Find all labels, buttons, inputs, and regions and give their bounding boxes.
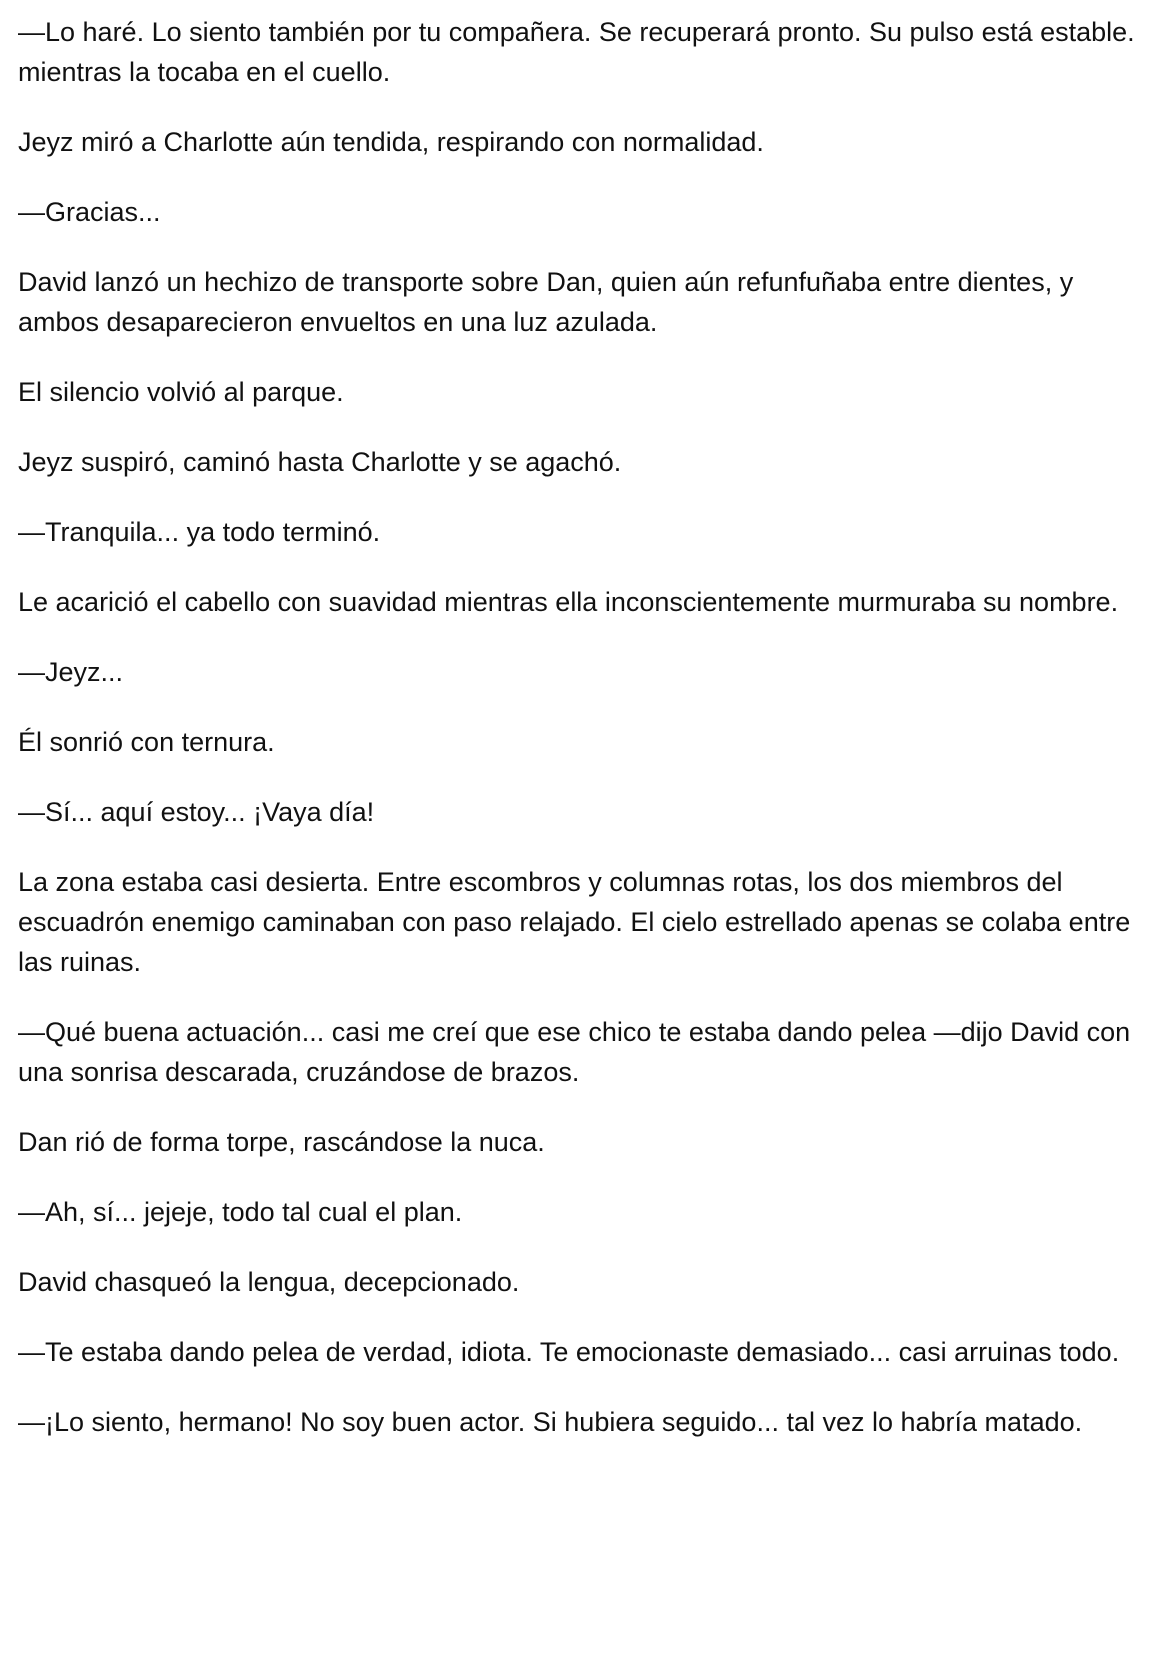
paragraph: Jeyz miró a Charlotte aún tendida, respirando con normalidad. [18,127,764,157]
paragraph: Jeyz suspiró, caminó hasta Charlotte y se agachó. [18,447,622,477]
paragraph: Dan rió de forma torpe, rascándose la nuca. [18,1127,545,1157]
paragraph: —Jeyz... [18,657,124,687]
paragraph: El silencio volvió al parque. [18,377,344,407]
paragraph: —Qué buena actuación... casi me creí que ese chico te estaba dando pelea —dijo David con una sonrisa descarada, cruzándose de brazos. [18,1017,1131,1087]
paragraph: David chasqueó la lengua, decepcionado. [18,1267,520,1297]
paragraph: —Lo haré. Lo siento también por tu compañera. Se recuperará pronto. Su pulso está estable. mientras la tocaba en el cuello. [18,17,1135,87]
paragraph: La zona estaba casi desierta. Entre escombros y columnas rotas, los dos miembros del escuadrón enemigo caminaban con paso relajado. El cielo estrellado apenas se colaba entre las ruinas. [18,867,1131,977]
paragraph: —Gracias... [18,197,161,227]
paragraph: —Ah, sí... jejeje, todo tal cual el plan. [18,1197,463,1227]
paragraph: —Tranquila... ya todo terminó. [18,517,381,547]
paragraph: —Te estaba dando pelea de verdad, idiota. Te emocionaste demasiado... casi arruinas todo. [18,1337,1120,1367]
paragraph: Él sonrió con ternura. [18,727,275,757]
paragraph: Le acarició el cabello con suavidad mientras ella inconscientemente murmuraba su nombre. [18,587,1119,617]
paragraph: David lanzó un hechizo de transporte sobre Dan, quien aún refunfuñaba entre dientes, y ambos desaparecieron envueltos en una luz azulada. [18,267,1074,337]
paragraph: —¡Lo siento, hermano! No soy buen actor. Si hubiera seguido... tal vez lo habría matado. [18,1407,1083,1437]
paragraph: —Sí... aquí estoy... ¡Vaya día! [18,797,375,827]
